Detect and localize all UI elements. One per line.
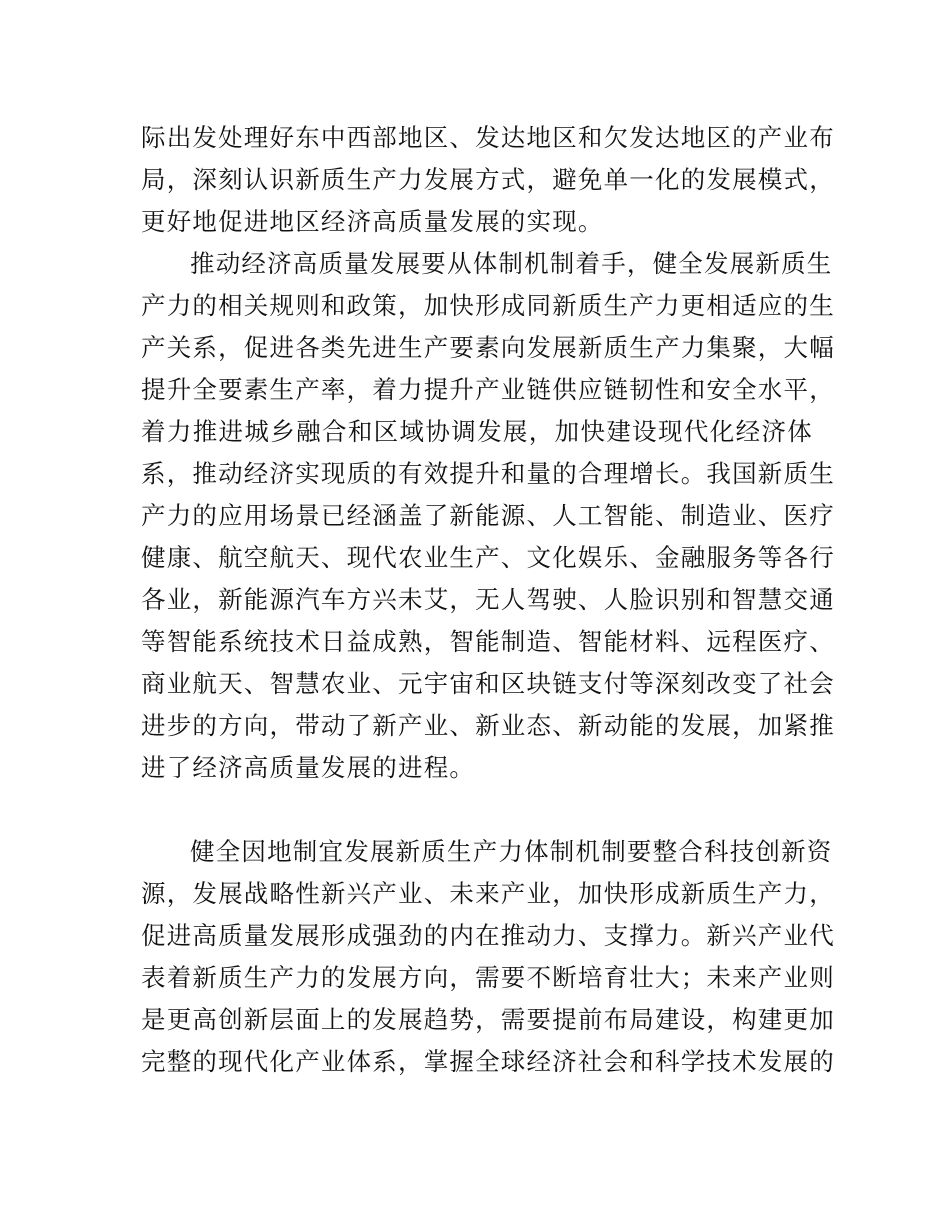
paragraph-line: 等智能系统技术日益成熟，智能制造、智能材料、远程医疗、 <box>141 627 835 656</box>
paragraph-line: 着力推进城乡融合和区域协调发展，加快建设现代化经济体 <box>141 417 813 446</box>
paragraph-line: 产关系，促进各类先进生产要素向发展新质生产力集聚，大幅 <box>141 333 835 362</box>
paragraph-line: 健全因地制宜发展新质生产力体制机制要整合科技创新资 <box>190 837 833 866</box>
paragraph-line: 提升全要素生产率，着力提升产业链供应链韧性和安全水平， <box>141 375 835 404</box>
paragraph-line: 源，发展战略性新兴产业、未来产业，加快形成新质生产力， <box>141 879 835 908</box>
paragraph-line: 商业航天、智慧农业、元宇宙和区块链支付等深刻改变了社会 <box>141 669 835 698</box>
paragraph-line: 产力的相关规则和政策，加快形成同新质生产力更相适应的生 <box>141 291 835 320</box>
paragraph-line: 推动经济高质量发展要从体制机制着手，健全发展新质生 <box>190 249 833 278</box>
paragraph-line: 进了经济高质量发展的进程。 <box>141 753 476 782</box>
paragraph-line: 系，推动经济实现质的有效提升和量的合理增长。我国新质生 <box>141 459 835 488</box>
paragraph-line: 促进高质量发展形成强劲的内在推动力、支撑力。新兴产业代 <box>141 921 835 950</box>
paragraph-line: 更好地促进地区经济高质量发展的实现。 <box>141 207 604 236</box>
paragraph-line: 表着新质生产力的发展方向，需要不断培育壮大；未来产业则 <box>141 963 835 992</box>
paragraph-line: 进步的方向，带动了新产业、新业态、新动能的发展，加紧推 <box>141 711 835 740</box>
paragraph-line: 产力的应用场景已经涵盖了新能源、人工智能、制造业、医疗 <box>141 501 835 530</box>
paragraph-line: 际出发处理好东中西部地区、发达地区和欠发达地区的产业布 <box>141 123 835 152</box>
paragraph-line: 局，深刻认识新质生产力发展方式，避免单一化的发展模式， <box>141 165 835 194</box>
paragraph-continuation <box>141 117 835 243</box>
paragraph-institutional-mechanism <box>141 243 835 789</box>
paragraph-line: 各业，新能源汽车方兴未艾，无人驾驶、人脸识别和智慧交通 <box>141 585 835 614</box>
paragraph-local-conditions <box>141 831 835 1083</box>
paragraph-line: 完整的现代化产业体系，掌握全球经济社会和科学技术发展的 <box>141 1047 835 1076</box>
paragraph-line: 健康、航空航天、现代农业生产、文化娱乐、金融服务等各行 <box>141 543 835 572</box>
paragraph-line: 是更高创新层面上的发展趋势，需要提前布局建设，构建更加 <box>141 1005 835 1034</box>
